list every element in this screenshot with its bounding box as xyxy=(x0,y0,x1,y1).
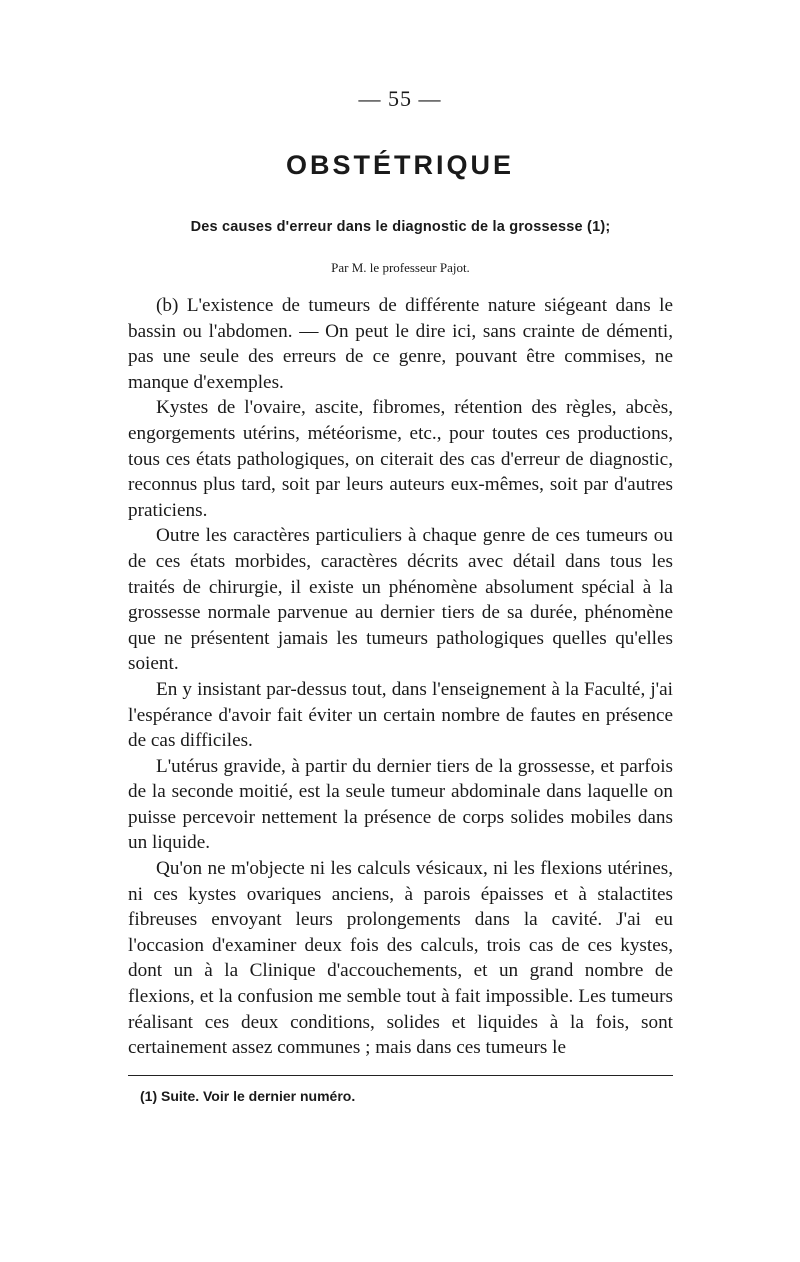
paragraph: Kystes de l'ovaire, ascite, fibromes, rétention des règles, abcès, engorgements utérins, météorisme, etc., pour toutes ces productions, tous ces états pathologiques, on citerait des cas d'erreur de diagnostic, reconnus plus tard, soit par leurs auteurs eux-mêmes, soit par d'autres praticiens. xyxy=(128,397,673,521)
paragraph: (b) L'existence de tumeurs de différente nature siégeant dans le bassin ou l'abdomen. — On peut le dire ici, sans crainte de démenti, pas une seule des erreurs de ce genre, pouvant être commises, ne manque d'exemples. xyxy=(128,295,673,393)
article-title: Des causes d'erreur dans le diagnostic de la grossesse (1); xyxy=(190,219,611,235)
paragraph: Qu'on ne m'objecte ni les calculs vésicaux, ni les flexions utérines, ni ces kystes ovariques anciens, à parois épaisses et à stalactites fibreuses envoyant leurs prolongements dans la cavité. J'ai eu l'occasion d'examiner deux fois des calculs, trois cas de ces kystes, dont un à la Clinique d'accouchements, et un grand nombre de flexions, et la confusion me semble tout à fait impossible. Les tumeurs réalisant ces deux conditions, solides et liquides à la fois, sont certainement assez communes ; mais dans ces tumeurs le xyxy=(128,858,673,1059)
section-title: OBSTÉTRIQUE xyxy=(285,150,514,180)
footnote-rule xyxy=(128,1075,673,1076)
footnote: (1) Suite. Voir le dernier numéro. xyxy=(140,1088,356,1104)
paragraph: L'utérus gravide, à partir du dernier tiers de la grossesse, et parfois de la seconde moitié, est la seule tumeur abdominale dans laquelle on puisse percevoir nettement la présence de corps solides mobiles dans un liquide. xyxy=(128,755,673,854)
page-number: — 55 — xyxy=(358,86,442,111)
article-body xyxy=(128,293,673,1061)
paragraph: Outre les caractères particuliers à chaque genre de ces tumeurs ou de ces états morbides, caractères décrits avec détail dans tous les traités de chirurgie, il existe un phénomène absolument spécial à la grossesse normale parvenue au dernier tiers de sa durée, phénomène que ne présentent jamais les tumeurs pathologiques quelles qu'elles soient. xyxy=(128,525,673,675)
paragraph: En y insistant par-dessus tout, dans l'enseignement à la Faculté, j'ai l'espérance d'avoir fait éviter un certain nombre de fautes en présence de cas difficiles. xyxy=(128,678,673,752)
author-line: Par M. le professeur Pajot. xyxy=(331,260,470,275)
